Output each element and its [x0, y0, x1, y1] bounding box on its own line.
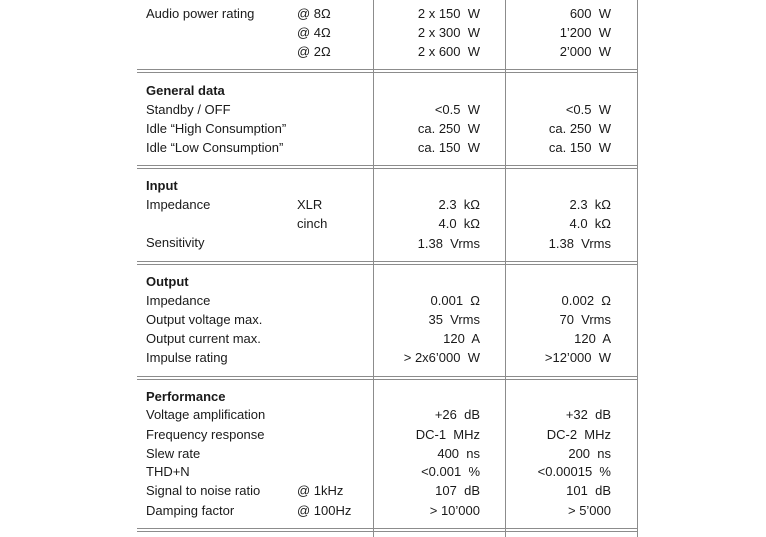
- section-title: General data: [146, 83, 225, 98]
- section-divider: [137, 528, 637, 529]
- spec-value-col2: 120 A: [574, 331, 611, 346]
- section-divider: [137, 379, 637, 380]
- spec-value-col1: <0.5 W: [434, 102, 480, 117]
- spec-condition: @ 1kHz: [297, 483, 344, 498]
- column-divider: [373, 0, 374, 537]
- spec-value-col1: ca. 250 W: [417, 121, 480, 136]
- spec-label: Output voltage max.: [146, 312, 263, 327]
- spec-value-col1: > 2x6’000 W: [403, 350, 480, 365]
- spec-condition: @ 8Ω: [297, 6, 331, 21]
- spec-value-col2: >12’000 W: [544, 350, 611, 365]
- spec-label: Audio power rating: [146, 6, 255, 21]
- spec-value-col1: ca. 150 W: [417, 140, 480, 155]
- section-title: Output: [146, 274, 189, 289]
- spec-value-col1: 400 ns: [437, 446, 480, 461]
- spec-label: Idle “High Consumption”: [146, 121, 287, 136]
- section-divider: [137, 376, 637, 377]
- spec-label: Impedance: [146, 293, 211, 308]
- spec-value-col1: 0.001 Ω: [430, 293, 480, 308]
- spec-value-col2: ca. 150 W: [548, 140, 611, 155]
- spec-condition: @ 2Ω: [297, 44, 331, 59]
- section-title: Performance: [146, 389, 226, 404]
- spec-label: Damping factor: [146, 503, 235, 518]
- spec-condition: @ 100Hz: [297, 503, 352, 518]
- spec-value-col2: DC-2 MHz: [546, 427, 611, 442]
- spec-value-col2: > 5’000: [567, 503, 611, 518]
- spec-value-col2: 2.3 kΩ: [569, 197, 611, 212]
- spec-value-col1: <0.001 %: [421, 464, 480, 479]
- spec-condition: cinch: [297, 216, 328, 231]
- spec-value-col1: 2.3 kΩ: [438, 197, 480, 212]
- spec-value-col2: 70 Vrms: [559, 312, 611, 327]
- spec-value-col1: 120 A: [443, 331, 480, 346]
- spec-label: Signal to noise ratio: [146, 483, 261, 498]
- section-title: Input: [146, 178, 178, 193]
- spec-value-col2: <0.00015 %: [537, 464, 611, 479]
- section-divider: [137, 261, 637, 262]
- spec-value-col2: 200 ns: [568, 446, 611, 461]
- spec-label: Impulse rating: [146, 350, 228, 365]
- spec-value-col1: 2 x 600 W: [417, 44, 480, 59]
- spec-value-col1: 35 Vrms: [428, 312, 480, 327]
- spec-label: Impedance: [146, 197, 211, 212]
- spec-value-col2: 1.38 Vrms: [548, 236, 611, 251]
- spec-value-col2: 0.002 Ω: [561, 293, 611, 308]
- spec-value-col2: ca. 250 W: [548, 121, 611, 136]
- spec-label: Voltage amplification: [146, 407, 266, 422]
- spec-condition: @ 4Ω: [297, 25, 331, 40]
- spec-value-col1: 107 dB: [435, 483, 480, 498]
- section-divider: [137, 264, 637, 265]
- spec-value-col1: DC-1 MHz: [415, 427, 480, 442]
- column-divider: [505, 0, 506, 537]
- spec-label: Frequency response: [146, 427, 265, 442]
- spec-value-col1: > 10’000: [429, 503, 480, 518]
- spec-label: Standby / OFF: [146, 102, 231, 117]
- spec-label: Sensitivity: [146, 235, 205, 250]
- spec-value-col2: 2’000 W: [559, 44, 611, 59]
- spec-label: THD+N: [146, 464, 190, 479]
- spec-label: Output current max.: [146, 331, 261, 346]
- spec-value-col1: 4.0 kΩ: [438, 216, 480, 231]
- spec-value-col2: +32 dB: [565, 407, 611, 422]
- spec-label: Slew rate: [146, 446, 201, 461]
- spec-value-col2: 4.0 kΩ: [569, 216, 611, 231]
- spec-value-col2: 1’200 W: [559, 25, 611, 40]
- spec-value-col1: 1.38 Vrms: [417, 236, 480, 251]
- spec-value-col1: 2 x 300 W: [417, 25, 480, 40]
- spec-value-col1: +26 dB: [434, 407, 480, 422]
- section-divider: [137, 69, 637, 70]
- spec-value-col2: 101 dB: [566, 483, 611, 498]
- spec-label: Idle “Low Consumption”: [146, 140, 284, 155]
- spec-value-col2: 600 W: [569, 6, 611, 21]
- column-divider: [637, 0, 638, 537]
- spec-value-col1: 2 x 150 W: [417, 6, 480, 21]
- spec-condition: XLR: [297, 197, 323, 212]
- section-divider: [137, 531, 637, 532]
- section-divider: [137, 165, 637, 166]
- section-divider: [137, 72, 637, 73]
- section-divider: [137, 168, 637, 169]
- spec-value-col2: <0.5 W: [565, 102, 611, 117]
